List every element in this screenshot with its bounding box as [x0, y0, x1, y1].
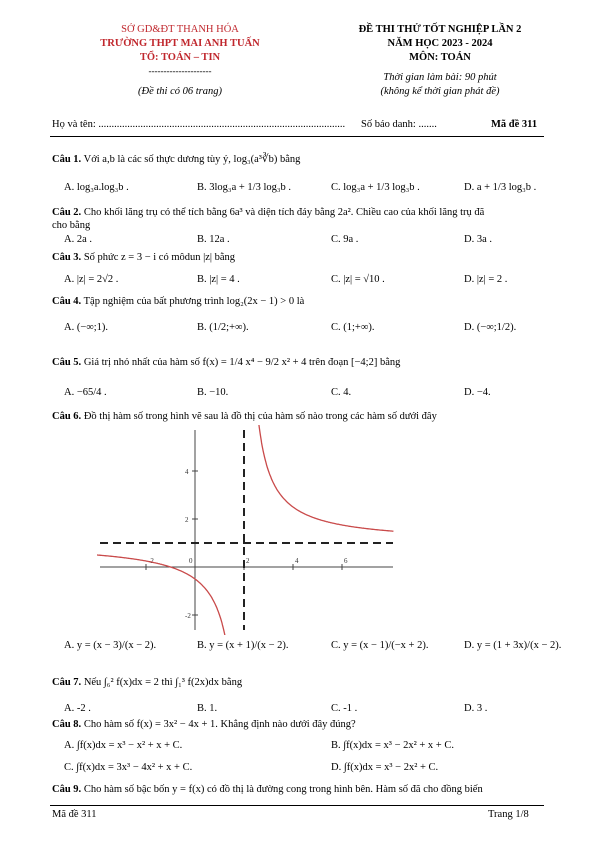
q2-option-a[interactable]: A. 2a .: [64, 234, 92, 245]
header-group: TỔ: TOÁN – TIN: [139, 52, 221, 63]
q2-option-b[interactable]: B. 12a .: [197, 234, 230, 245]
question-7: Câu 7. Nếu ∫₆² f(x)dx = 2 thì ∫₁³ f(2x)dx bằng: [52, 677, 243, 688]
q2-option-d[interactable]: D. 3a .: [464, 234, 492, 245]
q6-option-a[interactable]: A. y = (x − 3)/(x − 2).: [64, 640, 157, 651]
footer-code: Mã đề 311: [52, 809, 97, 820]
exam-code: Mã đề 311: [491, 119, 538, 130]
q1-option-a[interactable]: A. log₃a.log₃b .: [64, 182, 129, 193]
q7-option-b[interactable]: B. 1.: [197, 703, 218, 714]
x-tick-label: 4: [295, 557, 299, 565]
q7-option-d[interactable]: D. 3 .: [464, 703, 488, 714]
question-2: Câu 2. Cho khối lăng trụ có thể tích bằng 6a³ và diện tích đáy bằng 2a². Chiều cao của khối lăng trụ đã: [52, 207, 485, 218]
q5-option-d[interactable]: D. −4.: [464, 387, 491, 398]
y-tick-label: 4: [185, 468, 189, 476]
q3-option-c[interactable]: C. |z| = √10 .: [331, 274, 385, 285]
footer-divider: [50, 805, 544, 806]
exam-time-note: (không kể thời gian phát đề): [380, 86, 500, 97]
header-dept: SỞ GD&ĐT THANH HÓA: [121, 24, 239, 35]
x-tick-label: 2: [246, 557, 250, 565]
x-ticks: [146, 557, 348, 570]
header-school: TRƯỜNG THPT MAI ANH TUẤN: [100, 38, 260, 49]
q4-option-a[interactable]: A. (−∞;1).: [64, 322, 109, 333]
q3-option-b[interactable]: B. |z| = 4 .: [197, 274, 240, 285]
q8-option-b[interactable]: B. ∫f(x)dx = x³ − 2x² + x + C.: [331, 740, 454, 751]
q3-option-a[interactable]: A. |z| = 2√2 .: [64, 274, 119, 285]
y-tick-label: -2: [185, 612, 191, 620]
q1-option-b[interactable]: B. 3log₃a + 1/3 log₃b .: [197, 182, 292, 193]
q2-option-c[interactable]: C. 9a .: [331, 234, 359, 245]
q6-option-c[interactable]: C. y = (x − 1)/(−x + 2).: [331, 640, 429, 651]
question-8: Câu 8. Cho hàm số f(x) = 3x² − 4x + 1. Khẳng định nào dưới đây đúng?: [52, 719, 356, 730]
q5-option-b[interactable]: B. −10.: [197, 387, 229, 398]
q7-option-c[interactable]: C. -1 .: [331, 703, 358, 714]
question-2-cont: cho bằng: [52, 220, 91, 231]
q5-option-a[interactable]: A. −65/4 .: [64, 387, 107, 398]
q6-option-b[interactable]: B. y = (x + 1)/(x − 2).: [197, 640, 289, 651]
exam-title: ĐỀ THI THỬ TỐT NGHIỆP LẦN 2: [358, 24, 522, 35]
x-tick-label: -2: [148, 557, 154, 565]
question-6: Câu 6. Đồ thị hàm số trong hình vẽ sau là đồ thị của hàm số nào trong các hàm số dưới đây: [52, 411, 437, 422]
pages-note: (Đề thi có 06 trang): [138, 86, 222, 97]
q8-option-a[interactable]: A. ∫f(x)dx = x³ − x² + x + C.: [64, 740, 183, 751]
q8-option-d[interactable]: D. ∫f(x)dx = x³ − 2x² + C.: [331, 762, 439, 773]
q6-option-d[interactable]: D. y = (1 + 3x)/(x − 2).: [464, 640, 562, 651]
question-9: Câu 9. Cho hàm số bậc bốn y = f(x) có đồ thị là đường cong trong hình bên. Hàm số đã cho đồng biến: [52, 784, 483, 795]
q8-option-c[interactable]: C. ∫f(x)dx = 3x³ − 4x² + x + C.: [64, 762, 193, 773]
header-dashes: ---------------------: [148, 66, 212, 76]
q3-option-d[interactable]: D. |z| = 2 .: [464, 274, 508, 285]
q1-option-d[interactable]: D. a + 1/3 log₃b .: [464, 182, 537, 193]
student-id-field: Số báo danh: .......: [361, 119, 437, 130]
q4-option-c[interactable]: C. (1;+∞).: [331, 322, 375, 333]
exam-subject: MÔN: TOÁN: [409, 52, 471, 63]
q7-option-a[interactable]: A. -2 .: [64, 703, 91, 714]
header-divider: [50, 136, 544, 137]
question-4: Câu 4. Tập nghiệm của bất phương trình log₂(2x − 1) > 0 là: [52, 296, 305, 307]
x-tick-label: 0: [189, 557, 193, 565]
curve-right-branch: [245, 425, 394, 531]
q4-option-d[interactable]: D. (−∞;1/2).: [464, 322, 517, 333]
question-5: Câu 5. Giá trị nhỏ nhất của hàm số f(x) = 1/4 x⁴ − 9/2 x² + 4 trên đoạn [−4;2] bằng: [52, 357, 401, 368]
q4-option-b[interactable]: B. (1/2;+∞).: [197, 322, 249, 333]
q5-option-c[interactable]: C. 4.: [331, 387, 352, 398]
question-1: Câu 1. Với a,b là các số thực dương tùy ý, log₃(a³∛b) bằng: [52, 154, 301, 165]
exam-year: NĂM HỌC 2023 - 2024: [387, 38, 493, 49]
student-name-field: Họ và tên: ..............................................................................................: [52, 119, 346, 130]
q1-option-c[interactable]: C. log₃a + 1/3 log₃b .: [331, 182, 420, 193]
question-3: Câu 3. Số phức z = 3 − i có môdun |z| bằng: [52, 252, 236, 263]
footer-page: Trang 1/8: [488, 809, 529, 820]
hyperbola-graph: [95, 425, 395, 635]
x-tick-label: 6: [344, 557, 348, 565]
y-tick-label: 2: [185, 516, 189, 524]
exam-time: Thời gian làm bài: 90 phút: [383, 72, 497, 83]
